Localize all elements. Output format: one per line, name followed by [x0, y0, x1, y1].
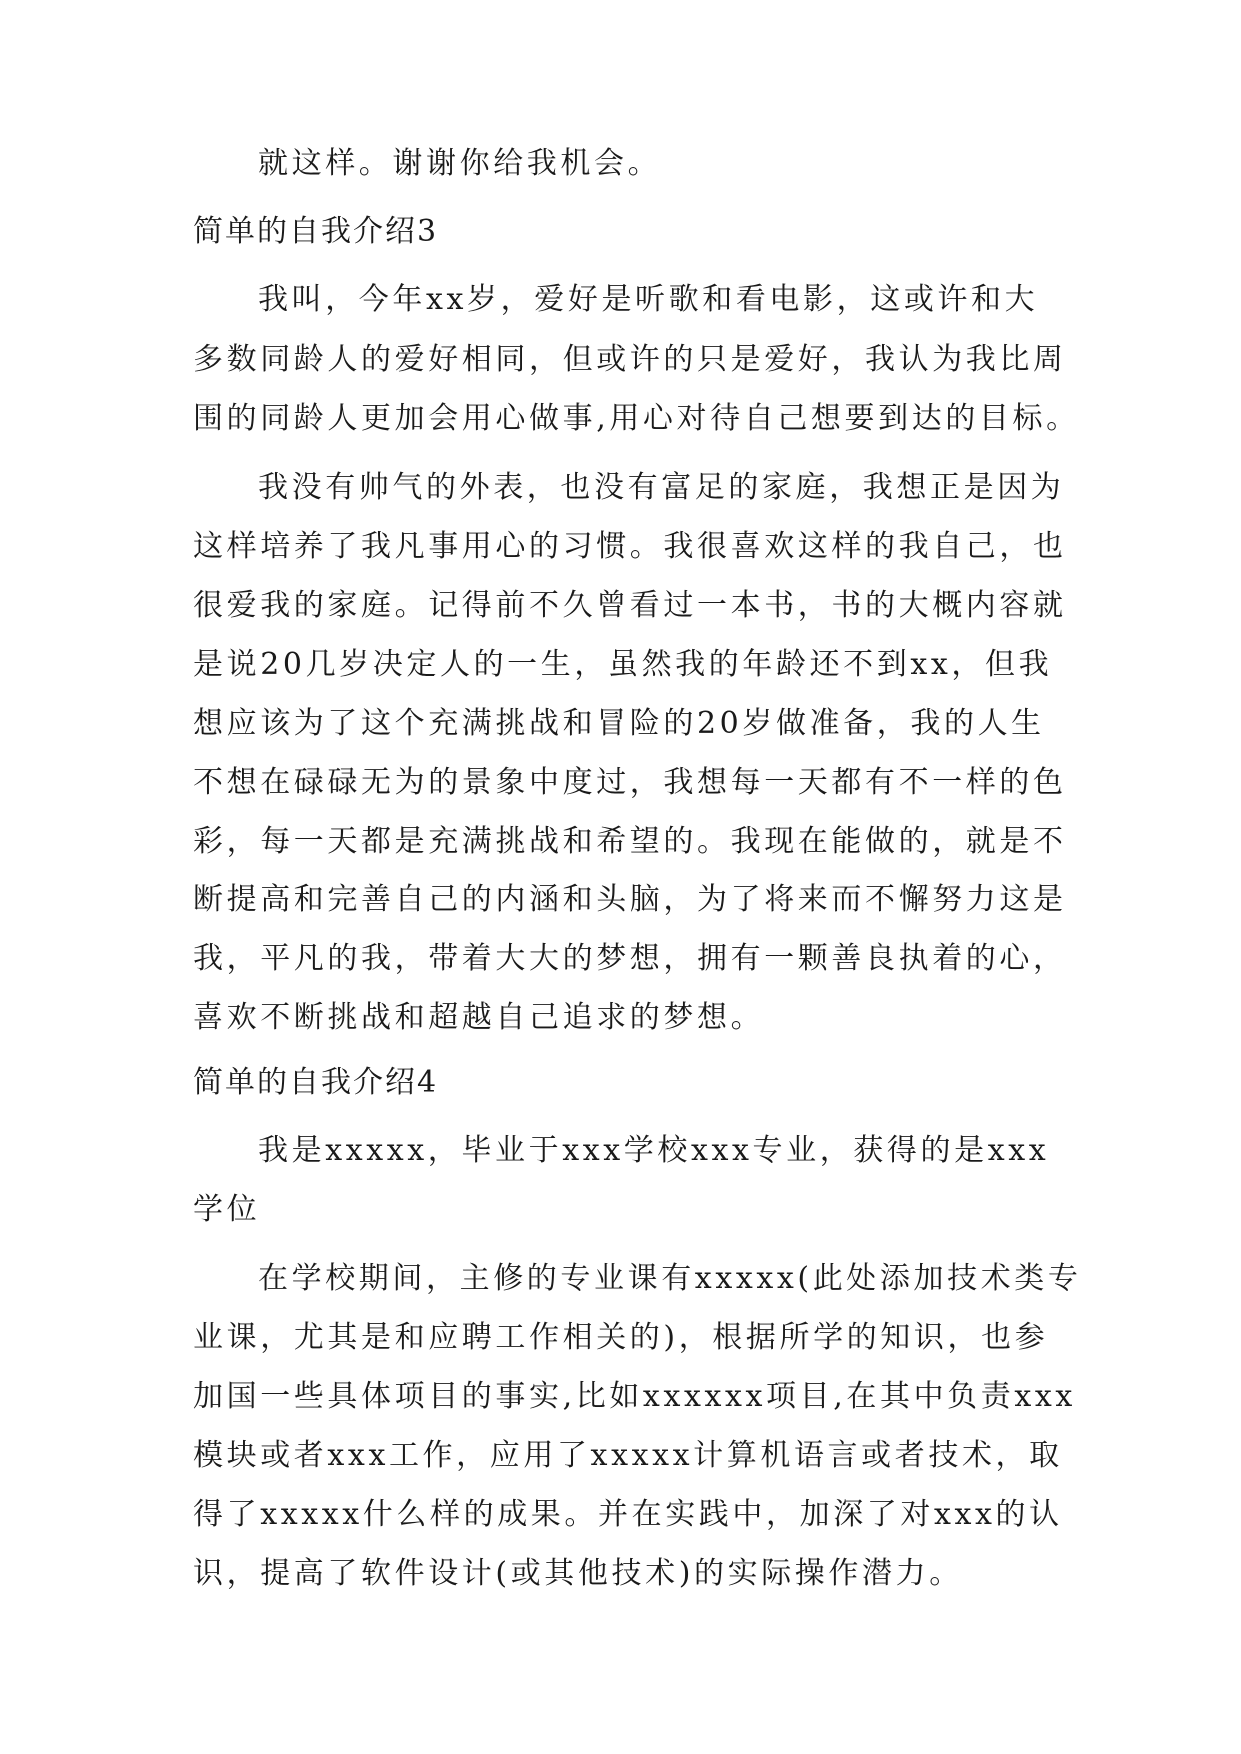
paragraph-line: 围的同龄人更加会用心做事,用心对待自己想要到达的目标。: [193, 401, 1080, 436]
paragraph-line: 不想在碌碌无为的景象中度过，我想每一天都有不一样的色: [193, 765, 1067, 800]
paragraph-line: 是说20几岁决定人的一生，虽然我的年龄还不到xx，但我: [193, 647, 1053, 682]
paragraph-line: 得了xxxxx什么样的成果。并在实践中，加深了对xxx的认: [193, 1497, 1063, 1532]
paragraph-line: 我没有帅气的外表，也没有富足的家庭，我想正是因为: [258, 470, 1065, 505]
paragraph-line: 学位: [193, 1192, 261, 1227]
paragraph-line: 就这样。谢谢你给我机会。: [258, 146, 662, 181]
paragraph-line: 识，提高了软件设计(或其他技术)的实际操作潜力。: [193, 1556, 963, 1591]
paragraph-line: 模块或者xxx工作，应用了xxxxx计算机语言或者技术，取: [193, 1438, 1063, 1473]
paragraph-line: 多数同龄人的爱好相同，但或许的只是爱好，我认为我比周: [193, 342, 1067, 377]
paragraph-line: 我，平凡的我，带着大大的梦想，拥有一颗善良执着的心，: [193, 941, 1067, 976]
paragraph-line: 很爱我的家庭。记得前不久曾看过一本书，书的大概内容就: [193, 588, 1067, 623]
section-heading: 简单的自我介绍3: [193, 214, 439, 249]
paragraph-line: 断提高和完善自己的内涵和头脑，为了将来而不懈努力这是: [193, 882, 1067, 917]
paragraph-line: 业课，尤其是和应聘工作相关的)，根据所学的知识，也参: [193, 1320, 1049, 1355]
paragraph-line: 我叫，今年xx岁，爱好是听歌和看电影，这或许和大: [258, 282, 1039, 317]
paragraph-line: 在学校期间，主修的专业课有xxxxx(此处添加技术类专: [258, 1261, 1082, 1296]
paragraph-line: 想应该为了这个充满挑战和冒险的20岁做准备，我的人生: [193, 706, 1045, 741]
section-heading: 简单的自我介绍4: [193, 1065, 439, 1100]
paragraph-line: 这样培养了我凡事用心的习惯。我很喜欢这样的我自己，也: [193, 529, 1067, 564]
paragraph-line: 彩，每一天都是充满挑战和希望的。我现在能做的，就是不: [193, 824, 1067, 859]
paragraph-line: 我是xxxxx，毕业于xxx学校xxx专业，获得的是xxx: [258, 1133, 1050, 1168]
paragraph-line: 喜欢不断挑战和超越自己追求的梦想。: [193, 1000, 765, 1035]
paragraph-line: 加国一些具体项目的事实,比如xxxxxx项目,在其中负责xxx: [193, 1379, 1076, 1414]
